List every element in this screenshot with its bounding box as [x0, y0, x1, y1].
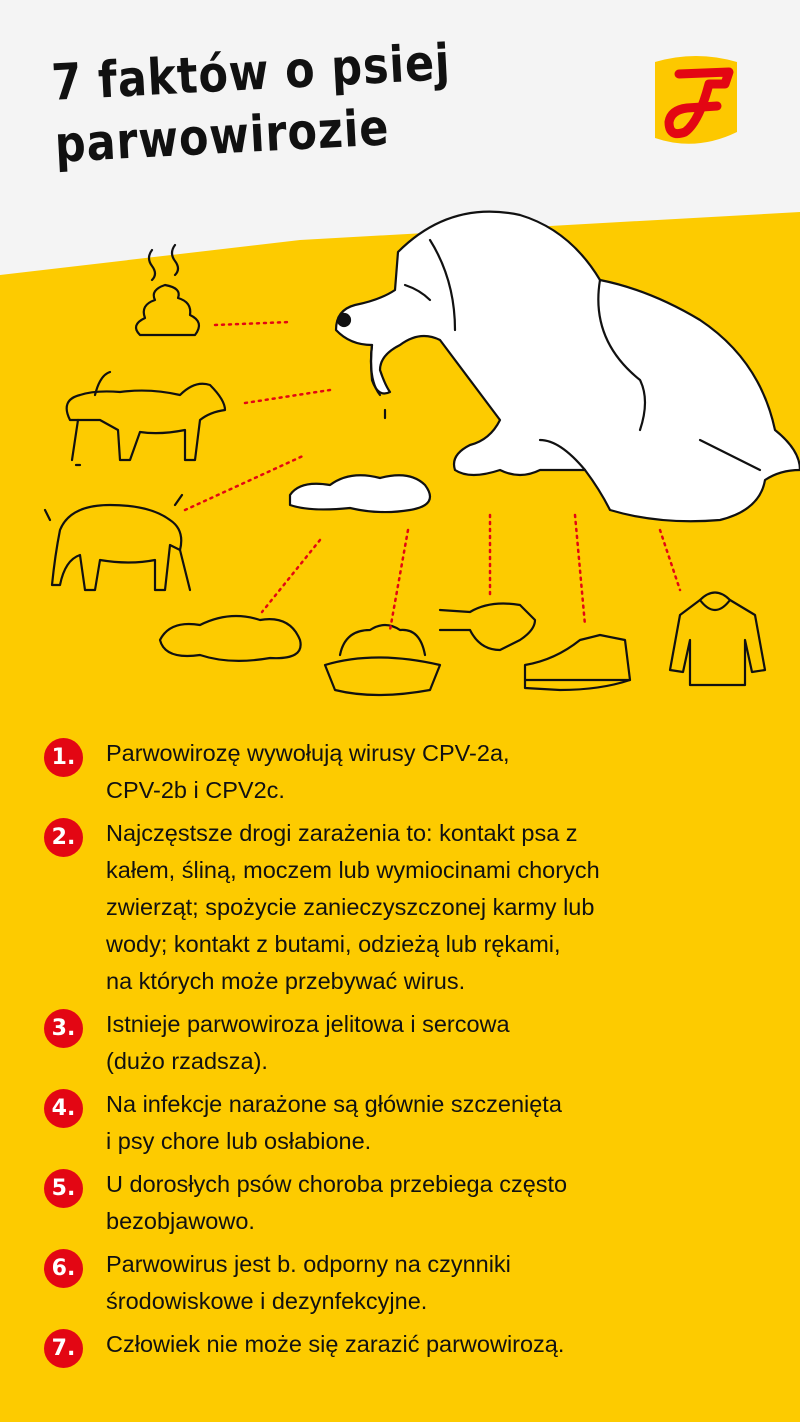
fact-text-line: Na infekcje narażone są głównie szczenięta	[106, 1091, 562, 1117]
fact-text-line: środowiskowe i dezynfekcyjne.	[106, 1288, 428, 1314]
fact-item	[0, 1326, 800, 1363]
fact-item	[0, 1086, 800, 1160]
fact-item	[0, 1166, 800, 1240]
title-line-1: 7 faktów o psiej	[50, 33, 452, 112]
shoe-icon	[525, 635, 630, 690]
fact-text-line: Najczęstsze drogi zarażenia to: kontakt psa z	[106, 820, 578, 846]
hand-icon	[440, 604, 535, 650]
poop-icon	[136, 245, 199, 335]
fact-text-line: Parwowirozę wywołują wirusy CPV-2a,	[106, 740, 510, 766]
fact-text-line: Parwowirus jest b. odporny na czynniki	[106, 1251, 511, 1277]
fact-number-badge: 7.	[44, 1329, 83, 1368]
vomit-puddle-drawing	[290, 475, 430, 512]
fact-text-line: wody; kontakt z butami, odzieżą lub rękami,	[106, 931, 561, 957]
fact-number-badge: 5.	[44, 1169, 83, 1208]
facts-list	[0, 735, 800, 1369]
fact-item	[0, 1006, 800, 1080]
fact-text-line: U dorosłych psów choroba przebiega często	[106, 1171, 568, 1197]
puddle-icon	[160, 616, 301, 661]
fact-text-line: zwierząt; spożycie zanieczyszczonej karmy lub	[106, 894, 595, 920]
fact-item	[0, 735, 800, 809]
fact-number-badge: 6.	[44, 1249, 83, 1288]
fact-text-line: (dużo rzadsza).	[106, 1048, 268, 1074]
vomiting-dog-icon	[45, 495, 190, 590]
title-line-2: parwowirozie	[53, 98, 391, 174]
fact-text-line: na których może przebywać wirus.	[106, 968, 466, 994]
fact-text-line: Człowiek nie może się zarazić parwowirozą.	[106, 1331, 565, 1357]
fact-item	[0, 815, 800, 1000]
fact-text-line: Istnieje parwowiroza jelitowa i sercowa	[106, 1011, 510, 1037]
fact-number-badge: 1.	[44, 738, 83, 777]
food-bowl-icon	[325, 625, 440, 695]
fact-text-line: bezobjawowo.	[106, 1208, 255, 1234]
hoodie-icon	[670, 593, 765, 686]
fact-number-badge: 3.	[44, 1009, 83, 1048]
fact-text-line: CPV-2b i CPV2c.	[106, 777, 285, 803]
fact-number-badge: 4.	[44, 1089, 83, 1128]
fact-number-badge: 2.	[44, 818, 83, 857]
urinating-dog-icon	[67, 372, 225, 465]
fact-text-line: kałem, śliną, moczem lub wymiocinami chorych	[106, 857, 600, 883]
fact-item	[0, 1246, 800, 1320]
fact-text-line: i psy chore lub osłabione.	[106, 1128, 372, 1154]
